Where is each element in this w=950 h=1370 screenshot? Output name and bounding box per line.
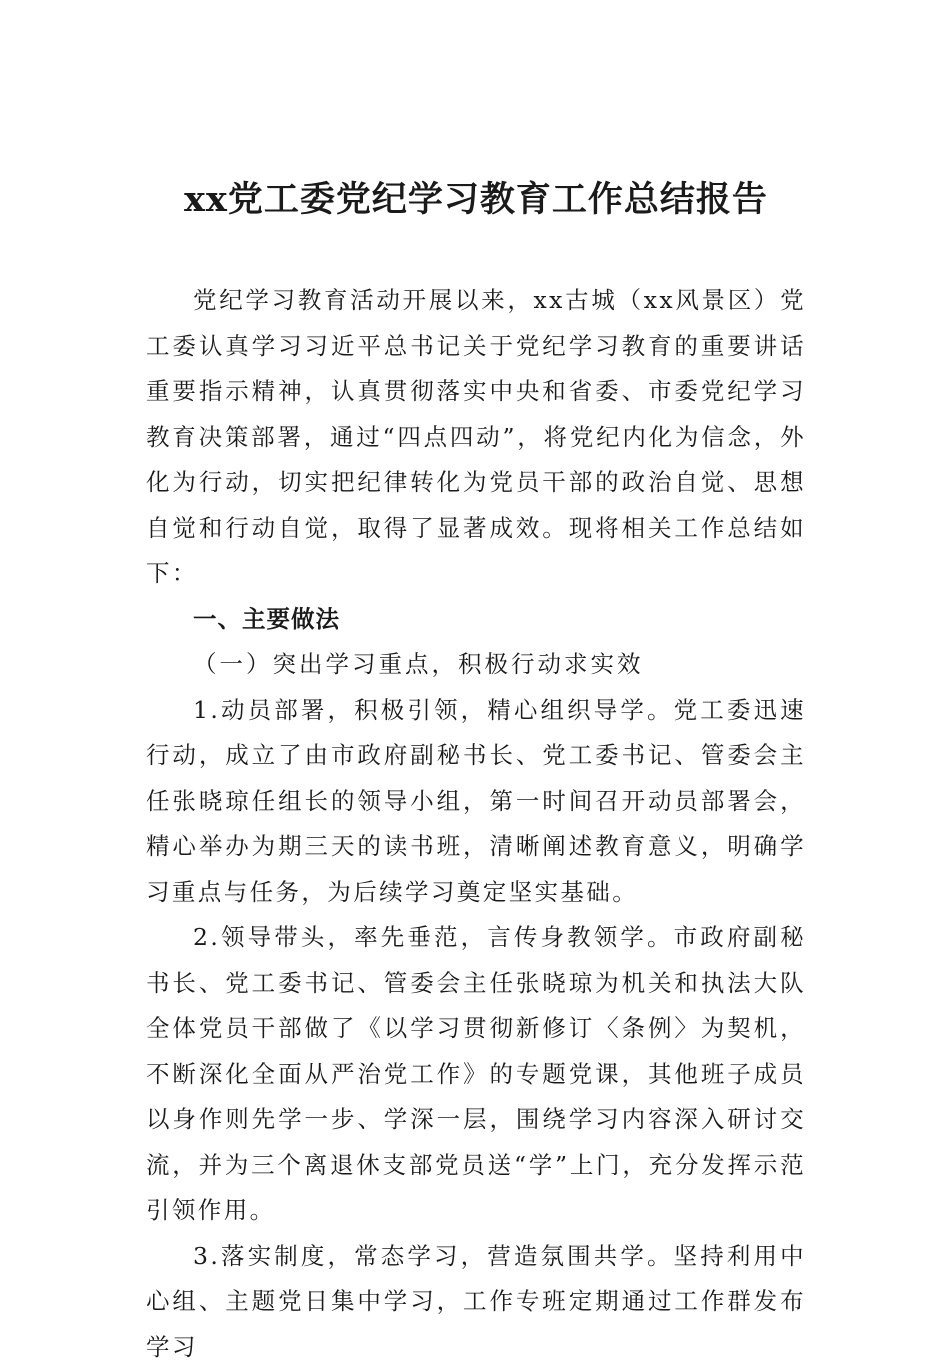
subsection-heading-1: （一）突出学习重点，积极行动求实效 — [146, 642, 806, 688]
document-title: xx党工委党纪学习教育工作总结报告 — [146, 170, 806, 230]
section-heading-main-practices: 一、主要做法 — [146, 597, 806, 643]
document-body — [146, 278, 806, 1370]
intro-paragraph: 党纪学习教育活动开展以来，xx古城（xx风景区）党工委认真学习习近平总书记关于党纪学习教育的重要讲话重要指示精神，认真贯彻落实中央和省委、市委党纪学习教育决策部署，通过“四点四动”，将党纪内化为信念，外化为行动，切实把纪律转化为党员干部的政治自觉、思想自觉和行动自觉，取得了显著成效。现将相关工作总结如下： — [146, 278, 806, 597]
paragraph-item-1: 1.动员部署，积极引领，精心组织导学。党工委迅速行动，成立了由市政府副秘书长、党工委书记、管委会主任张晓琼任组长的领导小组，第一时间召开动员部署会，精心举办为期三天的读书班，清晰阐述教育意义，明确学习重点与任务，为后续学习奠定坚实基础。 — [146, 688, 806, 916]
paragraph-item-2: 2.领导带头，率先垂范，言传身教领学。市政府副秘书长、党工委书记、管委会主任张晓琼为机关和执法大队全体党员干部做了《以学习贯彻新修订〈条例〉为契机，不断深化全面从严治党工作》的专题党课，其他班子成员以身作则先学一步、学深一层，围绕学习内容深入研讨交流，并为三个离退休支部党员送“学”上门，充分发挥示范引领作用。 — [146, 915, 806, 1234]
paragraph-item-3: 3.落实制度，常态学习，营造氛围共学。坚持利用中心组、主题党日集中学习，工作专班定期通过工作群发布学习 — [146, 1234, 806, 1370]
